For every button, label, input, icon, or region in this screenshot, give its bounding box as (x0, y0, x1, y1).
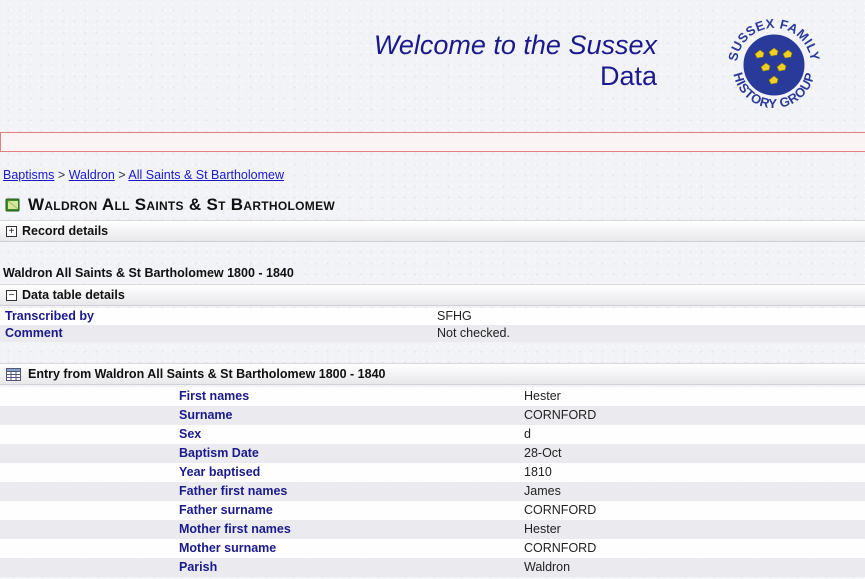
details-row (0, 308, 865, 325)
record-details-toggle[interactable] (0, 220, 865, 242)
entry-value: 28-Oct (524, 446, 562, 460)
entry-value: d (524, 427, 531, 441)
entry-row (0, 463, 865, 482)
entry-row (0, 501, 865, 520)
details-value: SFHG (437, 309, 472, 323)
collapse-icon[interactable]: − (6, 290, 17, 301)
breadcrumb-waldron[interactable]: Waldron (68, 168, 115, 182)
entry-section-header (0, 363, 865, 385)
details-value: Not checked. (437, 326, 510, 340)
entry-value: CORNFORD (524, 541, 597, 555)
entry-key: First names (179, 389, 250, 403)
sussex-family-history-group-logo[interactable] (719, 7, 829, 117)
entry-value: James (524, 484, 561, 498)
entry-row (0, 558, 865, 577)
entry-key: Father surname (179, 503, 273, 517)
entry-key: Year baptised (179, 465, 261, 479)
table-icon (6, 368, 21, 381)
entry-row (0, 520, 865, 539)
entry-key: Surname (179, 408, 233, 422)
breadcrumb-separator: > (118, 168, 126, 182)
entry-value: Hester (524, 522, 561, 536)
entry-key: Mother surname (179, 541, 277, 555)
details-key: Comment (5, 326, 63, 340)
entry-row (0, 482, 865, 501)
banner-title-line2: Data (599, 61, 657, 91)
entry-value: CORNFORD (524, 503, 597, 517)
entry-value: CORNFORD (524, 408, 597, 422)
page-title: Waldron All Saints & St Bartholomew (28, 195, 336, 214)
site-banner-title (374, 30, 657, 92)
entry-row (0, 444, 865, 463)
details-row (0, 325, 865, 342)
record-details-label: Record details (22, 224, 109, 238)
logo-text-top: SUSSEX FAMILY (725, 15, 823, 63)
page-title-row (4, 194, 335, 216)
entry-value: Hester (524, 389, 561, 403)
message-bar (0, 132, 865, 152)
entry-row (0, 425, 865, 444)
expand-icon[interactable]: + (6, 226, 17, 237)
breadcrumb (3, 168, 284, 182)
breadcrumb-church[interactable]: All Saints & St Bartholomew (128, 168, 284, 182)
entry-row (0, 406, 865, 425)
breadcrumb-baptisms[interactable]: Baptisms (3, 168, 55, 182)
breadcrumb-separator: > (57, 168, 66, 182)
book-icon (4, 196, 22, 214)
entry-value: 1810 (524, 465, 552, 479)
entry-key: Parish (179, 560, 218, 574)
logo-text-bottom: HISTORY GROUP (730, 70, 818, 112)
entry-key: Mother first names (179, 522, 291, 536)
entry-row (0, 387, 865, 406)
entry-section-label: Entry from Waldron All Saints & St Bartholomew 1800 - 1840 (28, 367, 386, 381)
banner-title-line1: Welcome to the Sussex (373, 30, 657, 60)
details-key: Transcribed by (5, 309, 94, 323)
data-table-details-label: Data table details (22, 288, 125, 302)
dataset-heading: Waldron All Saints & St Bartholomew 1800 - 1840 (3, 266, 294, 280)
entry-key: Father first names (179, 484, 288, 498)
entry-row (0, 539, 865, 558)
entry-value: Waldron (524, 560, 571, 574)
entry-key: Baptism Date (179, 446, 259, 460)
data-table-details-toggle[interactable] (0, 284, 865, 306)
entry-key: Sex (179, 427, 202, 441)
